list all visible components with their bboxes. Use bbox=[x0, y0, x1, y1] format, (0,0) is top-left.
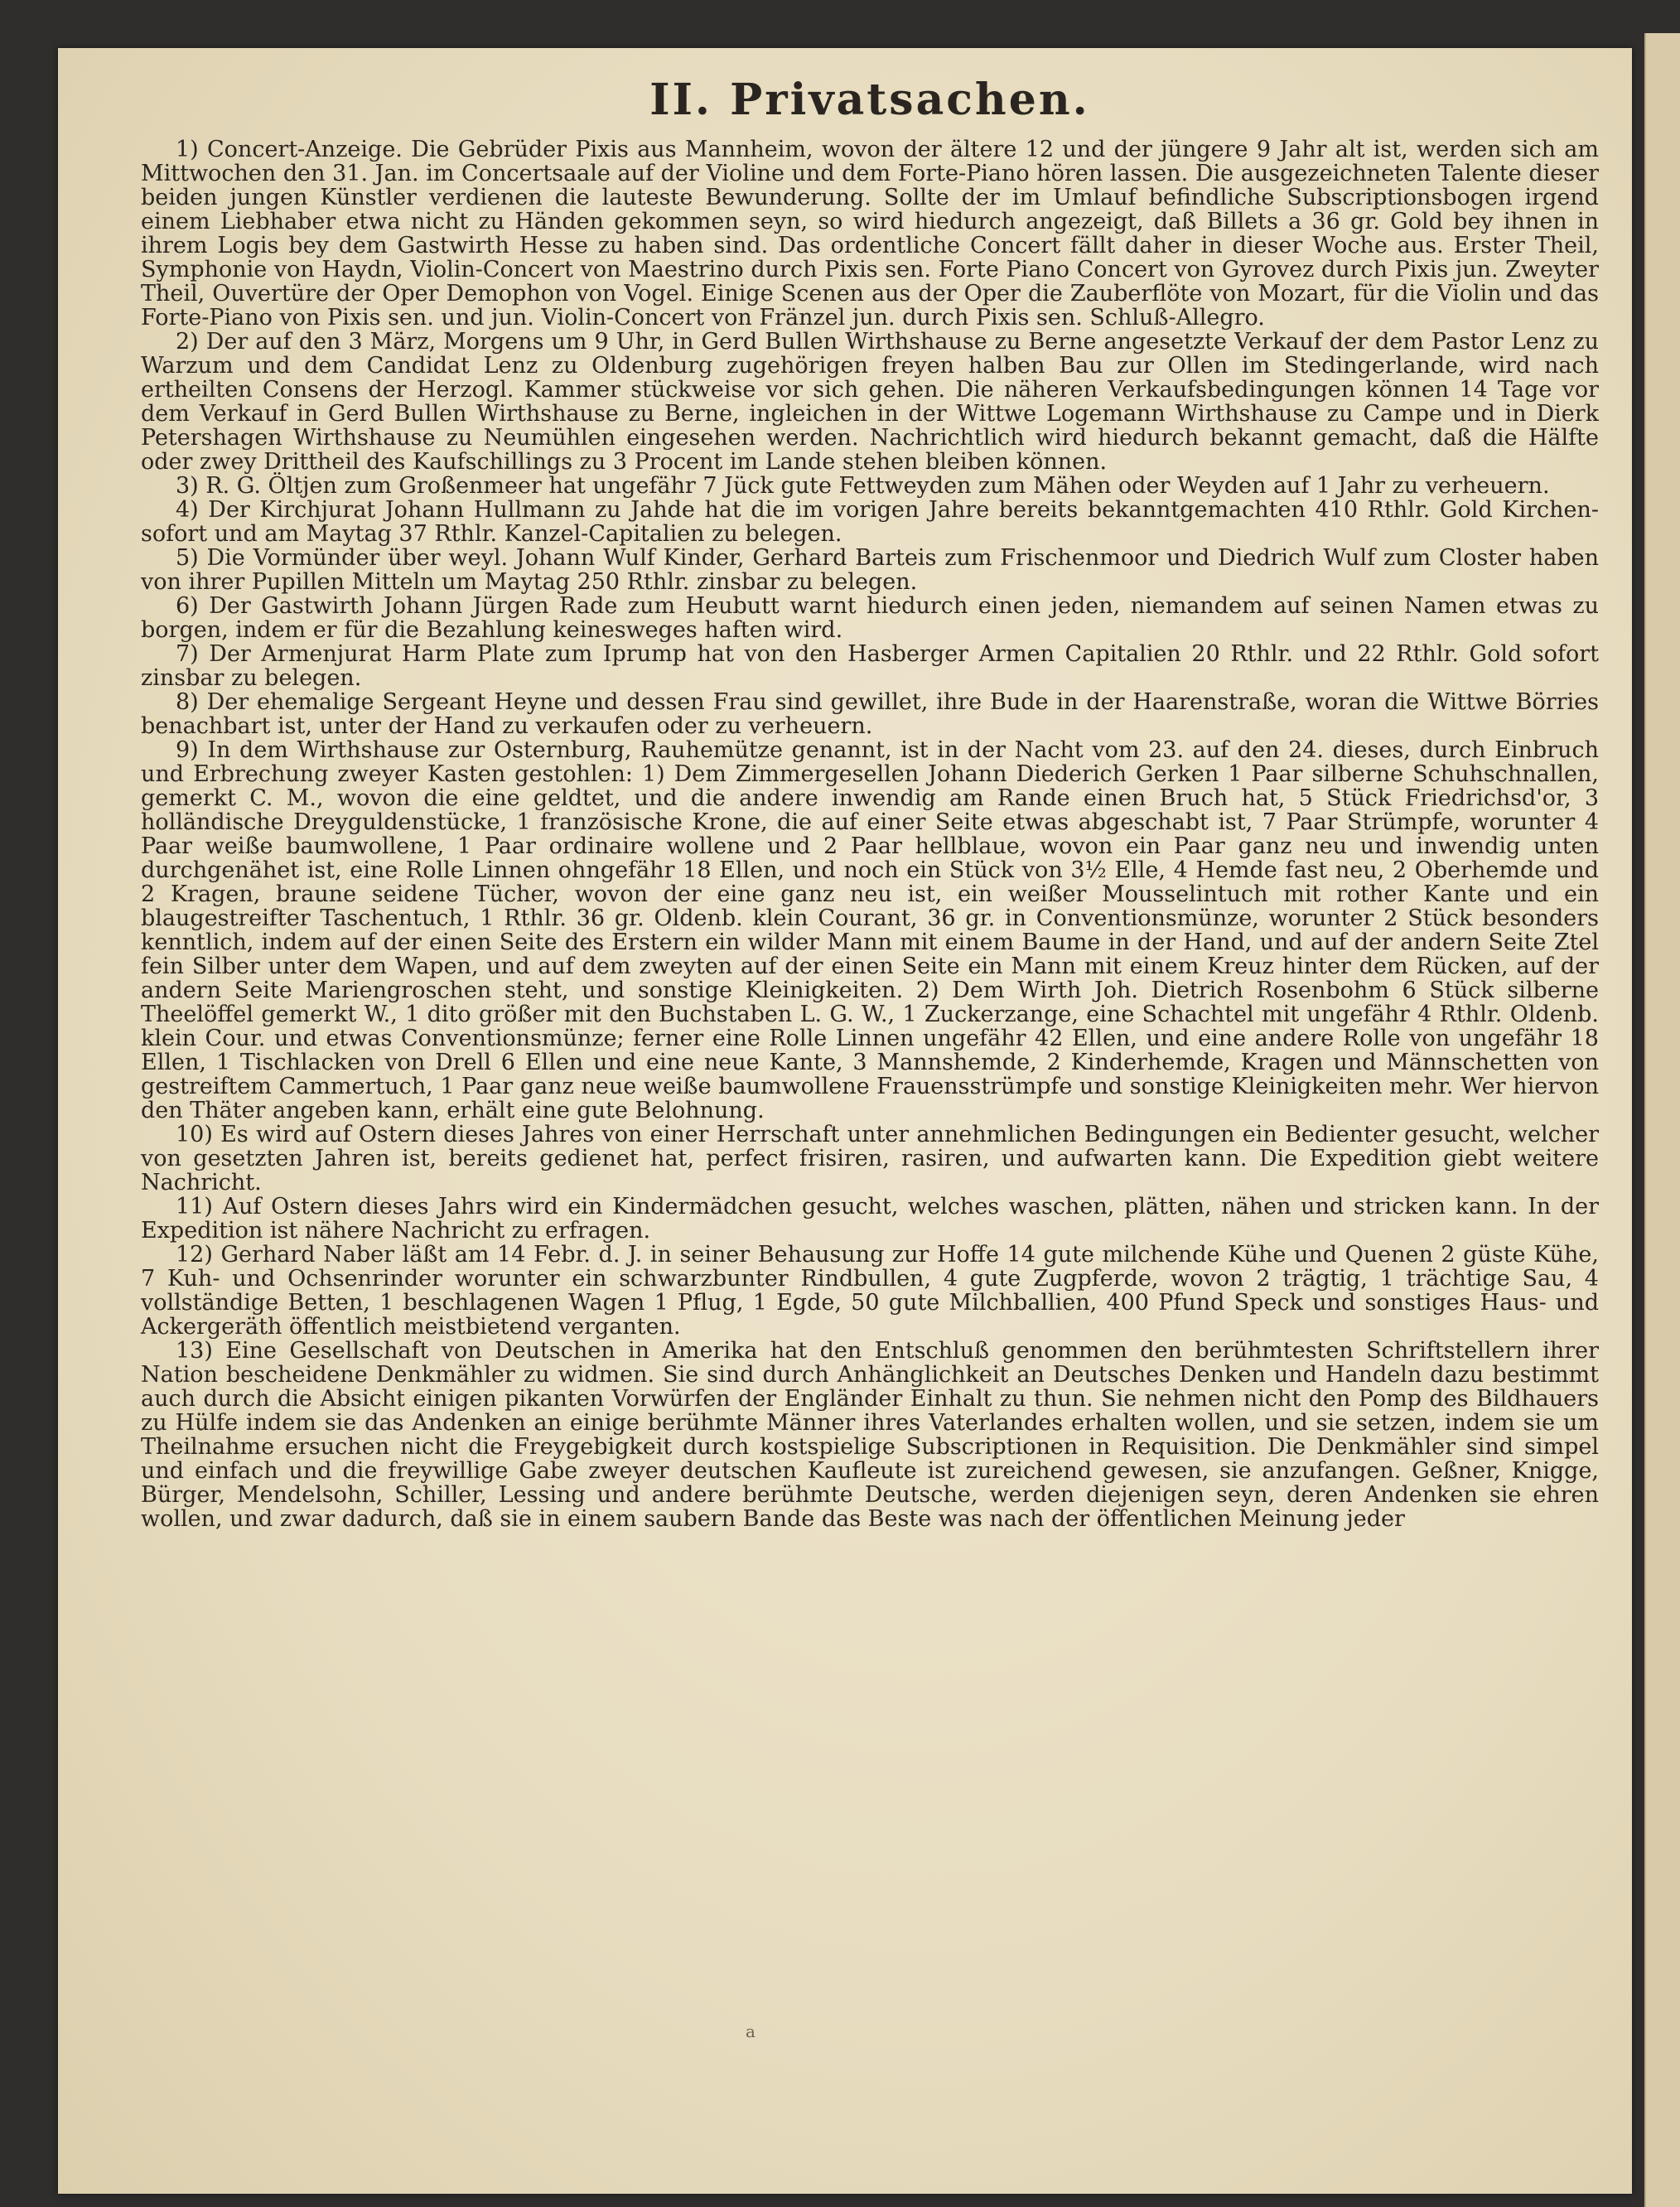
notice-entry: 12) Gerhard Naber läßt am 14 Febr. d. J. in seiner Behausung zur Hoffe 14 gute milchende Kühe und Quenen 2 güste Kühe, 7 Kuh- und Ochsenrinder worunter ein schwarzbunter Rindbullen, 4 gute Zugpferde, wovon 2 trägtig, 1 trächtige Sau, 4 vollständige Betten, 1 beschlagenen Wagen 1 Pflug, 1 Egde, 50 gute Milchballien, 400 Pfund Speck und sonstiges Haus- und Ackergeräth öffentlich meistbietend verganten. bbox=[141, 1242, 1599, 1340]
notice-entry: 10) Es wird auf Ostern dieses Jahres von einer Herrschaft unter annehmlichen Bedingungen ein Bedienter gesucht, welcher von gesetzten Jahren ist, bereits gedienet hat, perfect frisiren, rasiren, und aufwarten kann. Die Expedition giebt weitere Nachricht. bbox=[141, 1122, 1599, 1195]
notice-entry: 4) Der Kirchjurat Johann Hullmann zu Jahde hat die im vorigen Jahre bereits bekanntgemachten 410 Rthlr. Gold Kirchen-sofort und am Maytag 37 Rthlr. Kanzel-Capitalien zu belegen. bbox=[141, 497, 1599, 547]
signature-mark: a bbox=[746, 2021, 756, 2041]
article-body bbox=[141, 75, 1599, 1531]
notice-entry: 7) Der Armenjurat Harm Plate zum Iprump hat von den Hasberger Armen Capitalien 20 Rthlr. und 22 Rthlr. Gold sofort zinsbar zu belegen. bbox=[141, 641, 1599, 691]
section-title: II. Privatsachen. bbox=[649, 75, 1090, 125]
notice-entry: 3) R. G. Öltjen zum Großenmeer hat ungefähr 7 Jück gute Fettweyden zum Mähen oder Weyden auf 1 Jahr zu verheuern. bbox=[176, 473, 1550, 499]
notice-entry: 9) In dem Wirthshause zur Osternburg, Rauhemütze genannt, ist in der Nacht vom 23. auf den 24. dieses, durch Einbruch und Erbrechung zweyer Kasten gestohlen: 1) Dem Zimmergesellen Johann Diederich Gerken 1 Paar silberne Schuhschnallen, gemerkt C. M., wovon die eine geldtet, und die andere inwendig am Rande einen Bruch hat, 5 Stück Friedrichsd'or, 3 holländische Dreyguldenstücke, 1 französische Krone, die auf einer Seite etwas abgeschabt ist, 7 Paar Strümpfe, worunter 4 Paar weiße baumwollene, 1 Paar ordinaire wollene und 2 Paar hellblaue, wovon ein Paar ganz neu und inwendig unten durchgenähet ist, eine Rolle Linnen ohngefähr 18 Ellen, und noch ein Stück von 3½ Elle, 4 Hemde fast neu, 2 Oberhemde und 2 Kragen, braune seidene Tücher, wovon der eine ganz neu ist, ein weißer Mousselintuch mit rother Kante und ein blaugestreifter Taschentuch, 1 Rthlr. 36 gr. Oldenb. klein Courant, 36 gr. in Conventionsmünze, worunter 2 Stück besonders kenntlich, indem auf der einen Seite des Erstern ein wilder Mann mit einem Baume in der Hand, und auf der andern Seite Ztel fein Silber unter dem Wapen, und auf dem zweyten auf der einen Seite ein Mann mit einem Kreuz hinter dem Rücken, auf der andern Seite Mariengroschen steht, und sonstige Kleinigkeiten. 2) Dem Wirth Joh. Dietrich Rosenbohm 6 Stück silberne Theelöffel gemerkt W., 1 dito größer mit den Buchstaben L. G. W., 1 Zuckerzange, eine Schachtel mit ungefähr 4 Rthlr. Oldenb. klein Cour. und etwas Conventionsmünze; ferner eine Rolle Linnen ungefähr 42 Ellen, und eine andere Rolle von ungefähr 18 Ellen, 1 Tischlacken von Drell 6 Ellen und eine neue Kante, 3 Mannshemde, 2 Kinderhemde, Kragen und Männschetten von gestreiftem Cammertuch, 1 Paar ganz neue weiße baumwollene Frauensstrümpfe und sonstige Kleinigkeiten mehr. Wer hiervon den Thäter angeben kann, erhält eine gute Belohnung. bbox=[141, 737, 1599, 1123]
adjacent-page-edge bbox=[1644, 33, 1680, 2207]
notice-entry: 8) Der ehemalige Sergeant Heyne und dessen Frau sind gewillet, ihre Bude in der Haarenstraße, woran die Wittwe Börries benachbart ist, unter der Hand zu verkaufen oder zu verheuern. bbox=[141, 689, 1599, 739]
notice-entry: 13) Eine Gesellschaft von Deutschen in Amerika hat den Entschluß genommen den berühmtesten Schriftstellern ihrer Nation bescheidene Denkmähler zu widmen. Sie sind durch Anhänglichkeit an Deutsches Denken und Handeln dazu bestimmt auch durch die Absicht einigen pikanten Vorwürfen der Engländer Einhalt zu thun. Sie nehmen nicht den Pomp des Bildhauers zu Hülfe indem sie das Andenken an einige berühmte Männer ihres Vaterlandes erhalten wollen, und sie setzen, indem sie um Theilnahme ersuchen nicht die Freygebigkeit durch kostspielige Subscriptionen in Requisition. Die Denkmähler sind simpel und einfach und die freywillige Gabe zweyer deutschen Kaufleute ist zureichend gewesen, sie anzufangen. Geßner, Knigge, Bürger, Mendelsohn, Schiller, Lessing und andere berühmte Deutsche, werden diejenigen seyn, deren Andenken sie ehren wollen, und zwar dadurch, daß sie in einem saubern Bande das Beste was nach der öffentlichen Meinung jeder bbox=[141, 1338, 1599, 1532]
notice-entry: 2) Der auf den 3 März, Morgens um 9 Uhr, in Gerd Bullen Wirthshause zu Berne angesetzte Verkauf der dem Pastor Lenz zu Warzum und dem Candidat Lenz zu Oldenburg zugehörigen freyen halben Bau zur Ollen im Stedingerlande, wird nach ertheilten Consens der Herzogl. Kammer stückweise vor sich gehen. Die näheren Verkaufsbedingungen können 14 Tage vor dem Verkauf in Gerd Bullen Wirthshause zu Berne, ingleichen in der Wittwe Logemann Wirthshause zu Campe und in Dierk Petershagen Wirthshause zu Neumühlen eingesehen werden. Nachrichtlich wird hiedurch bekannt gemacht, daß die Hälfte oder zwey Drittheil des Kaufschillings zu 3 Procent im Lande stehen bleiben können. bbox=[141, 329, 1599, 475]
notice-entry: 11) Auf Ostern dieses Jahrs wird ein Kindermädchen gesucht, welches waschen, plätten, nähen und stricken kann. In der Expedition ist nähere Nachricht zu erfragen. bbox=[141, 1194, 1599, 1244]
notice-entry: 5) Die Vormünder über weyl. Johann Wulf Kinder, Gerhard Barteis zum Frischenmoor und Diedrich Wulf zum Closter haben von ihrer Pupillen Mitteln um Maytag 250 Rthlr. zinsbar zu belegen. bbox=[141, 545, 1599, 595]
notice-entry: 1) Concert-Anzeige. Die Gebrüder Pixis aus Mannheim, wovon der ältere 12 und der jüngere 9 Jahr alt ist, werden sich am Mittwochen den 31. Jan. im Concertsaale auf der Violine und dem Forte-Piano hören lassen. Die ausgezeichneten Talente dieser beiden jungen Künstler verdienen die lauteste Bewunderung. Sollte der im Umlauf befindliche Subscriptionsbogen irgend einem Liebhaber etwa nicht zu Händen gekommen seyn, so wird hiedurch angezeigt, daß Billets a 36 gr. Gold bey ihnen in ihrem Logis bey dem Gastwirth Hesse zu haben sind. Das ordentliche Concert fällt daher in dieser Woche aus. Erster Theil, Symphonie von Haydn, Violin-Concert von Maestrino durch Pixis sen. Forte Piano Concert von Gyrovez durch Pixis jun. Zweyter Theil, Ouvertüre der Oper Demophon von Vogel. Einige Scenen aus der Oper die Zauberflöte von Mozart, für die Violin und das Forte-Piano von Pixis sen. und jun. Violin-Concert von Fränzel jun. durch Pixis sen. Schluß-Allegro. bbox=[141, 137, 1599, 331]
notice-entry: 6) Der Gastwirth Johann Jürgen Rade zum Heubutt warnt hiedurch einen jeden, niemandem auf seinen Namen etwas zu borgen, indem er für die Bezahlung keinesweges haften wird. bbox=[141, 593, 1599, 643]
